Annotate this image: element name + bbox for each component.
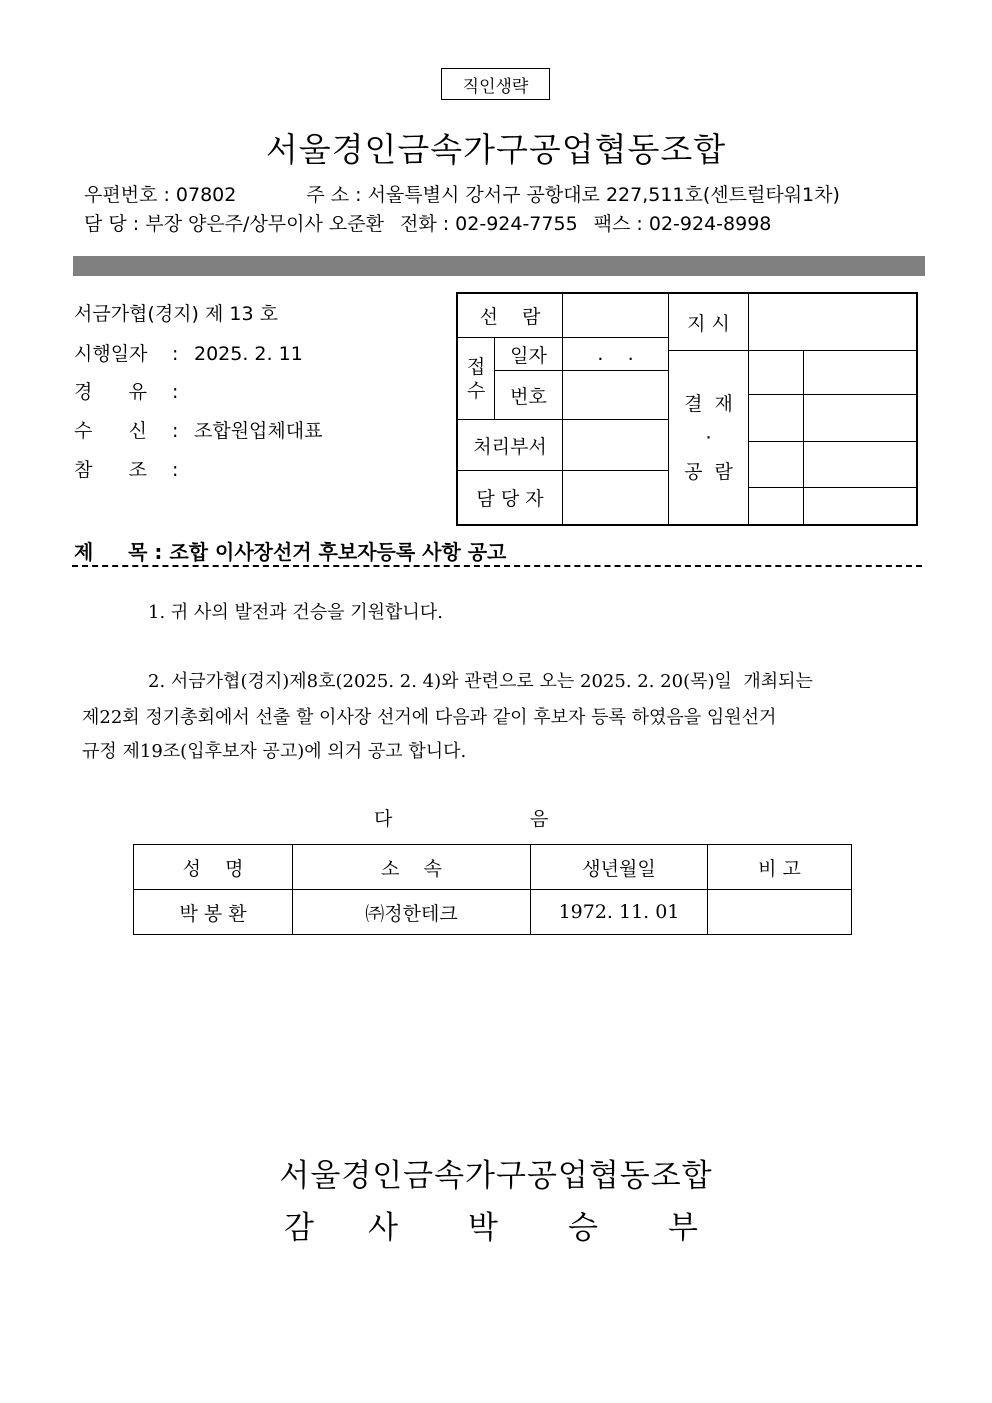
table-header-row: [134, 845, 852, 890]
signatory-char: 사: [368, 1210, 398, 1246]
organization-title: 서울경인금속가구공업협동조합: [265, 130, 727, 169]
processing-dept-label: 처리부서: [473, 435, 547, 458]
candidate-affiliation: ㈜정한테크: [293, 890, 531, 935]
via-row: 경 유 :: [74, 377, 194, 404]
signatory-char: 승: [568, 1210, 598, 1246]
recipient-row: 수 신 : 조합원업체대표: [74, 416, 322, 443]
contact-person: 담 당 : 부장 양은주/상무이사 오준환: [84, 213, 384, 235]
seal-omitted-text: 직인생략: [462, 76, 529, 97]
header-contact-line: [84, 209, 771, 236]
signatory-char: 박: [468, 1210, 498, 1246]
header-name: 성 명: [134, 845, 293, 890]
subject-value: 조합 이사장선거 후보자등록 사항 공고: [169, 540, 507, 564]
reference-label: 참 조: [74, 459, 147, 481]
reference-row: 참 조 :: [74, 455, 194, 482]
issue-date-label: 시행일자: [74, 343, 148, 365]
address: 주 소 : 서울특별시 강서구 공항대로 227,511호(센트럴타워1차): [306, 184, 840, 206]
approval-review-label: [669, 351, 748, 524]
signatory-char: 부: [668, 1210, 698, 1246]
seonram-label: 선 람: [479, 306, 541, 328]
recipient-value: 조합원업체대표: [194, 420, 323, 442]
fax-number: 팩스 : 02-924-8998: [593, 213, 772, 235]
number-label: 번호: [510, 385, 547, 408]
signatory-char: 감: [284, 1210, 314, 1246]
candidate-birthdate: 1972. 11. 01: [531, 890, 708, 935]
subject-line: [74, 536, 506, 565]
review-label: 공 람: [684, 460, 733, 483]
header-affiliation: 소 속: [293, 845, 531, 890]
header-remarks: 비 고: [708, 845, 852, 890]
paragraph-2-line-2: 제22회 정기총회에서 선출 할 이사장 선거에 다음과 같이 후보자 등록 하였음을 임원선거: [82, 707, 777, 728]
document-number: 서금가협(경지) 제 13 호: [74, 303, 278, 325]
approval-label: 결 재: [684, 392, 733, 415]
candidate-name: 박 봉 환: [134, 890, 293, 935]
subject-label: 제 목 :: [74, 540, 163, 564]
seal-omitted-box: [441, 68, 550, 100]
following-da: 다: [374, 808, 393, 830]
separator-dot: ·: [705, 426, 712, 449]
date-label: 일자: [510, 344, 547, 367]
via-label: 경 유: [74, 381, 147, 403]
jeopsu-label: 접 수: [466, 355, 486, 402]
header-birthdate: 생년월일: [531, 845, 708, 890]
postal-code: 우편번호 : 07802: [84, 184, 237, 206]
dashed-divider: [72, 565, 922, 567]
recipient-label: 수 신: [74, 420, 147, 442]
header-address-line: [84, 180, 840, 207]
paragraph-1: 1. 귀 사의 발전과 건승을 기원합니다.: [148, 602, 443, 623]
date-value: . .: [597, 343, 634, 365]
person-in-charge-label: 담 당 자: [476, 488, 544, 510]
candidate-remarks: [708, 890, 852, 935]
instruction-label: 지 시: [687, 312, 730, 335]
candidate-table: [133, 844, 852, 935]
phone-number: 전화 : 02-924-7755: [399, 213, 578, 235]
issue-date-row: 시행일자 : 2025. 2. 11: [74, 339, 303, 366]
footer-organization: 서울경인금속가구공업협동조합: [279, 1158, 713, 1194]
table-row: [134, 890, 852, 935]
following-eum: 음: [530, 808, 549, 830]
approval-table: [456, 292, 918, 526]
paragraph-2-line-1: 2. 서금가협(경지)제8호(2025. 2. 4)와 관련으로 오는 2025. 2. 20(목)일 개최되는: [148, 671, 813, 692]
header-divider-bar: [73, 256, 925, 276]
paragraph-2-line-3: 규정 제19조(입후보자 공고)에 의거 공고 합니다.: [82, 741, 467, 762]
issue-date-value: 2025. 2. 11: [194, 343, 303, 365]
